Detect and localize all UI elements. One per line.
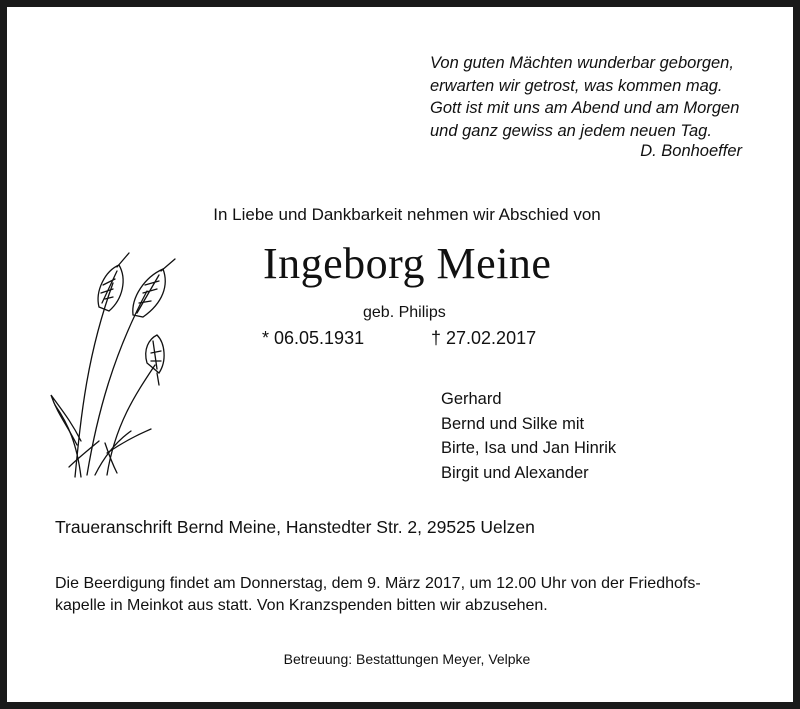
- maiden-name: geb. Philips: [363, 304, 446, 321]
- farewell-intro: In Liebe und Dankbarkeit nehmen wir Abschied von: [213, 205, 601, 224]
- birth-date: * 06.05.1931: [262, 328, 365, 348]
- death-date: † 27.02.2017: [431, 328, 537, 348]
- family-member: Gerhard: [441, 390, 502, 408]
- family-member: Birte, Isa und Jan Hinrik: [441, 439, 617, 457]
- quote-line: Von guten Mächten wunderbar geborgen,: [430, 54, 734, 72]
- quote-line: und ganz gewiss an jedem neuen Tag.: [430, 121, 712, 140]
- mourning-address: Traueranschrift Bernd Meine, Hanstedter Str. 2, 29525 Uelzen: [55, 517, 535, 537]
- deceased-name: Ingeborg Meine: [263, 239, 552, 288]
- funeral-details: [55, 573, 760, 617]
- family-list: [441, 387, 616, 485]
- family-member: Bernd und Silke mit: [441, 414, 585, 433]
- quote-line: Gott ist mit uns am Abend und am Morgen: [430, 99, 740, 117]
- undertaker-credit: Betreuung: Bestattungen Meyer, Velpke: [283, 651, 531, 667]
- quote-line: erwarten wir getrost, was kommen mag.: [430, 76, 723, 95]
- quote-author: D. Bonhoeffer: [640, 142, 742, 160]
- family-member: Birgit und Alexander: [441, 463, 589, 482]
- funeral-line: Die Beerdigung findet am Donnerstag, dem 9. März 2017, um 12.00 Uhr von der Friedhofs-: [55, 575, 701, 592]
- bonhoeffer-quote: [430, 52, 739, 142]
- funeral-line: kapelle in Meinkot aus statt. Von Kranzspenden bitten wir abzusehen.: [55, 597, 548, 614]
- wheat-ears-icon: [47, 245, 187, 481]
